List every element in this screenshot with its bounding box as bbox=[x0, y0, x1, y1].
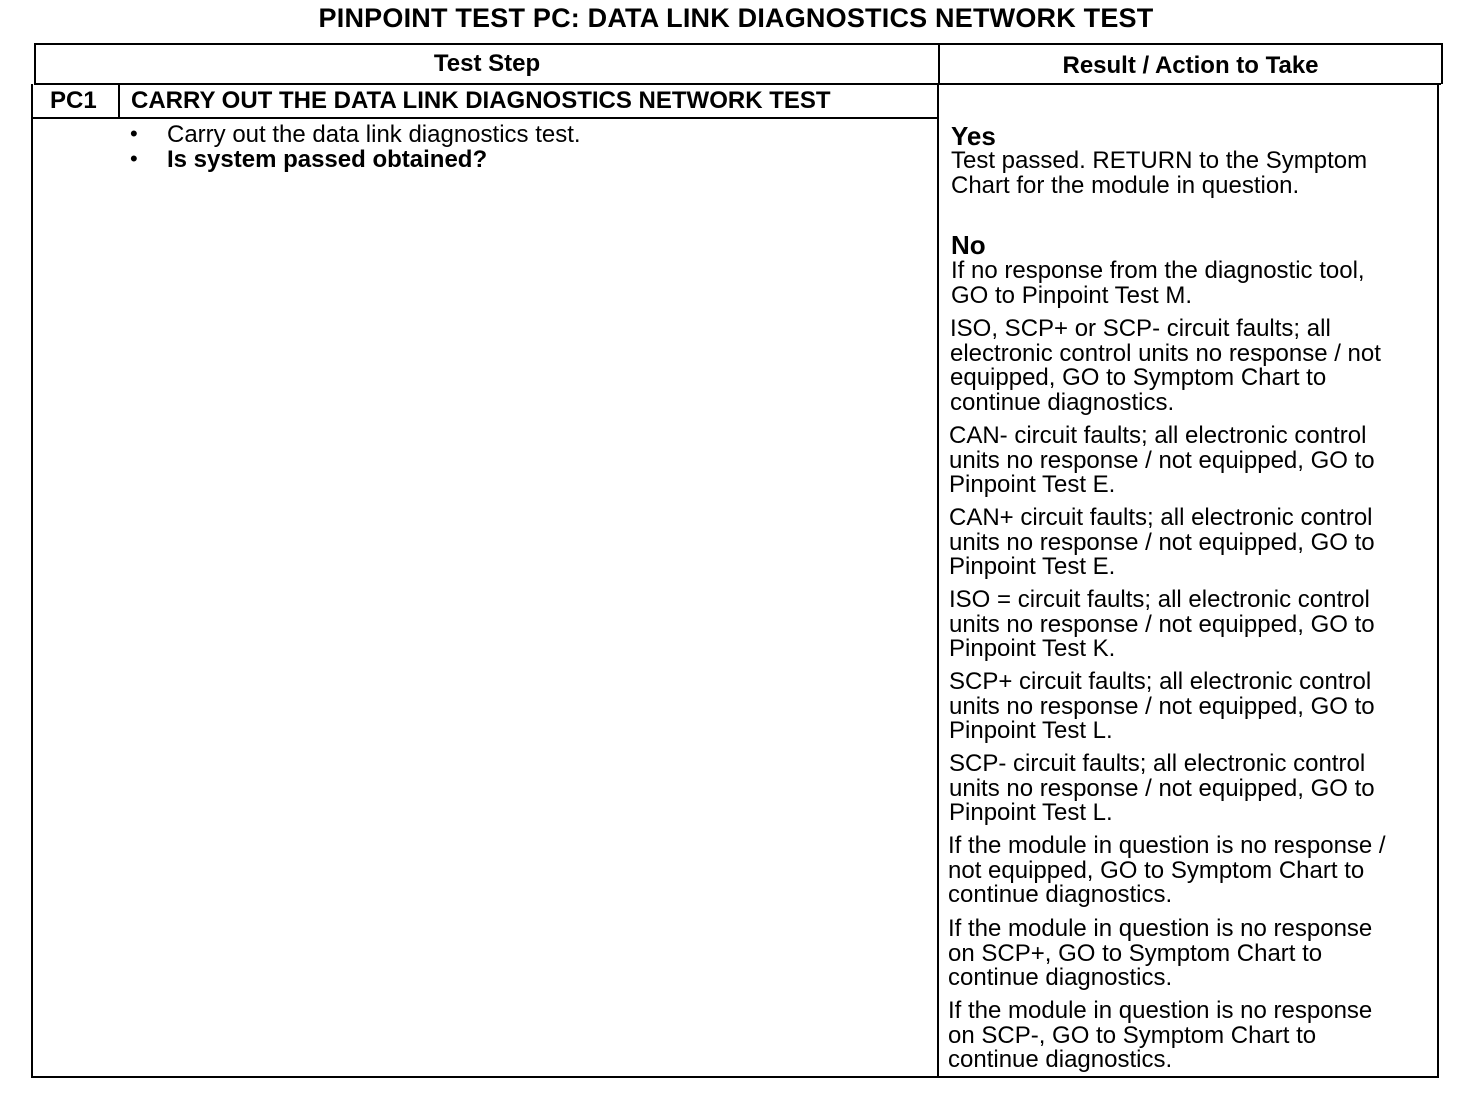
instruction-question: Is system passed obtained? bbox=[167, 146, 488, 173]
table-border-top bbox=[34, 43, 1443, 45]
result-no-item: If the module in question is no response on SCP-, GO to Symptom Chart to continue diagnostics. bbox=[948, 997, 1373, 1074]
result-no-item: CAN- circuit faults; all electronic control units no response / not equipped, GO to Pinpoint Test E. bbox=[949, 422, 1375, 499]
result-no-item: SCP- circuit faults; all electronic control units no response / not equipped, GO to Pinpoint Test L. bbox=[949, 750, 1375, 827]
table-border-right-lower bbox=[1437, 84, 1439, 1077]
document-title: PINPOINT TEST PC: DATA LINK DIAGNOSTICS NETWORK TEST bbox=[318, 3, 1154, 33]
step-id: PC1 bbox=[50, 87, 97, 114]
table-border-left-lower bbox=[31, 84, 33, 1077]
result-yes-text: Test passed. RETURN to the Symptom Chart for the module in question. bbox=[951, 147, 1368, 199]
instruction-item: Carry out the data link diagnostics test. bbox=[167, 121, 581, 148]
header-test-step: Test Step bbox=[433, 50, 541, 77]
column-divider-lower bbox=[937, 84, 939, 1077]
result-no-item: If no response from the diagnostic tool, GO to Pinpoint Test M. bbox=[951, 257, 1365, 309]
header-result-action: Result / Action to Take bbox=[1062, 52, 1319, 79]
table-border-right bbox=[1441, 43, 1443, 84]
bullet-icon: • bbox=[130, 146, 138, 171]
step-id-divider bbox=[118, 84, 120, 118]
bullet-icon: • bbox=[130, 121, 138, 146]
result-no-item: CAN+ circuit faults; all electronic control units no response / not equipped, GO to Pinpoint Test E. bbox=[949, 504, 1375, 581]
result-no-item: If the module in question is no response on SCP+, GO to Symptom Chart to continue diagnostics. bbox=[948, 915, 1373, 992]
result-no-item: ISO = circuit faults; all electronic control units no response / not equipped, GO to Pinpoint Test K. bbox=[949, 586, 1375, 663]
result-no-item: ISO, SCP+ or SCP- circuit faults; all electronic control units no response / not equipped, GO to Symptom Chart to continue diagnostics. bbox=[950, 315, 1381, 416]
step-heading: CARRY OUT THE DATA LINK DIAGNOSTICS NETWORK TEST bbox=[131, 87, 831, 114]
table-border-bottom bbox=[31, 1076, 1439, 1078]
result-yes-label: Yes bbox=[951, 121, 996, 151]
result-no-label: No bbox=[951, 230, 986, 260]
result-no-item: SCP+ circuit faults; all electronic control units no response / not equipped, GO to Pinpoint Test L. bbox=[949, 668, 1375, 745]
header-separator bbox=[34, 83, 1441, 85]
step-row-separator bbox=[32, 117, 938, 119]
result-no-item: If the module in question is no response / not equipped, GO to Symptom Chart to continue diagnostics. bbox=[948, 832, 1386, 909]
